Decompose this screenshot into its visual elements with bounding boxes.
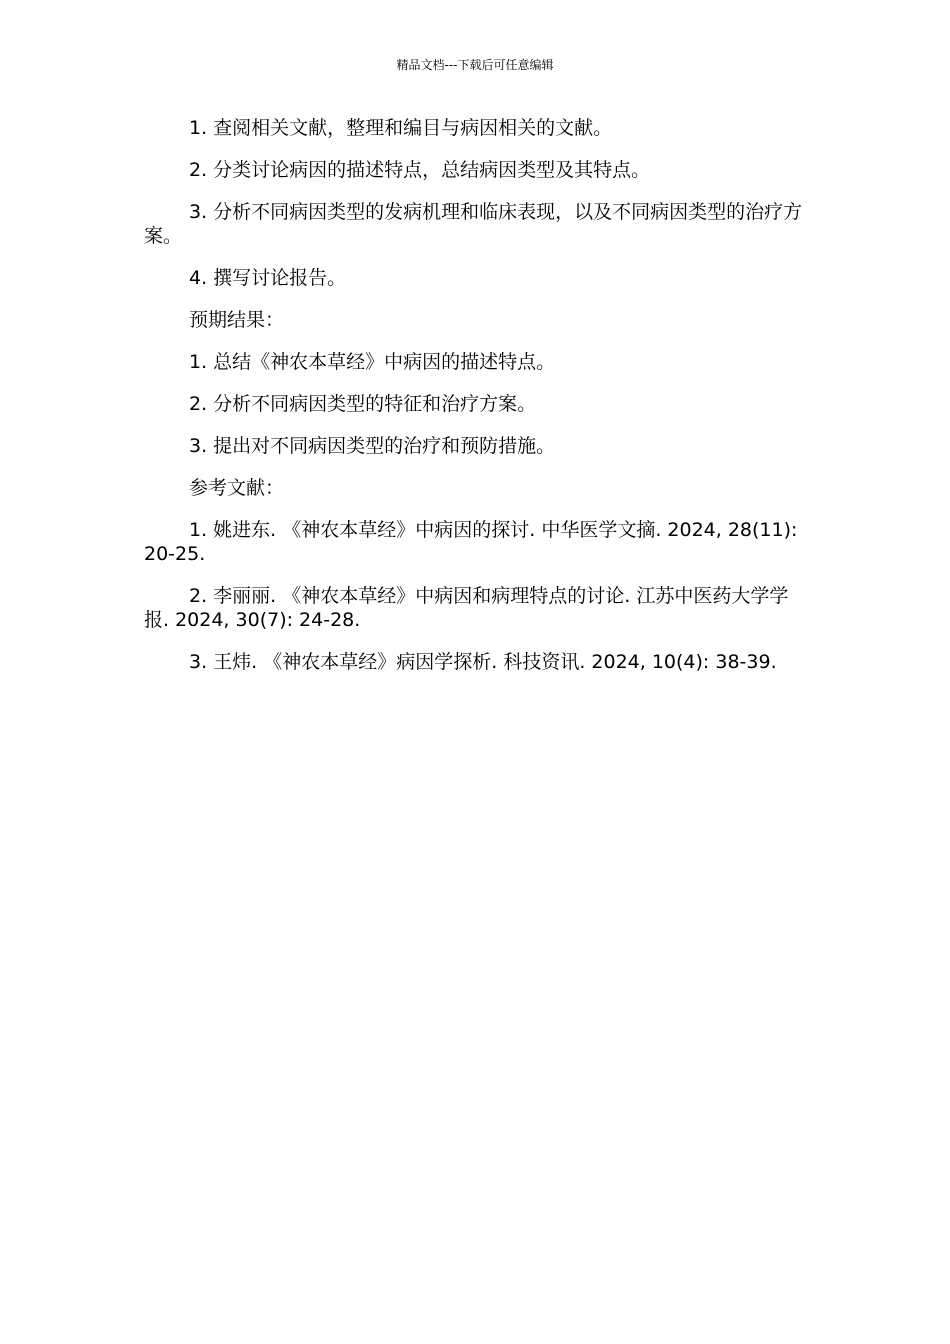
document-body: [144, 116, 806, 692]
method-step-2: 2. 分类讨论病因的描述特点，总结病因类型及其特点。: [189, 159, 651, 181]
reference-1: 1. 姚进东. 《神农本草经》中病因的探讨. 中华医学文摘. 2024, 28(11): 20-25.: [144, 519, 798, 565]
method-step-3: 3. 分析不同病因类型的发病机理和临床表现，以及不同病因类型的治疗方案。: [144, 201, 803, 247]
reference-2: 2. 李丽丽. 《神农本草经》中病因和病理特点的讨论. 江苏中医药大学学报. 2024, 30(7): 24-28.: [144, 585, 789, 631]
expected-result-1: 1. 总结《神农本草经》中病因的描述特点。: [189, 351, 556, 373]
expected-result-3: 3. 提出对不同病因类型的治疗和预防措施。: [189, 435, 556, 457]
references-heading: 参考文献：: [189, 477, 285, 499]
method-step-1: 1. 查阅相关文献，整理和编目与病因相关的文献。: [189, 117, 613, 139]
expected-results-heading: 预期结果：: [189, 309, 285, 331]
page-header: 精品文档---下载后可任意编辑: [396, 58, 554, 72]
method-step-4: 4. 撰写讨论报告。: [189, 267, 347, 289]
expected-result-2: 2. 分析不同病因类型的特征和治疗方案。: [189, 393, 537, 415]
reference-3: 3. 王炜. 《神农本草经》病因学探析. 科技资讯. 2024, 10(4): 38-39.: [189, 651, 777, 673]
